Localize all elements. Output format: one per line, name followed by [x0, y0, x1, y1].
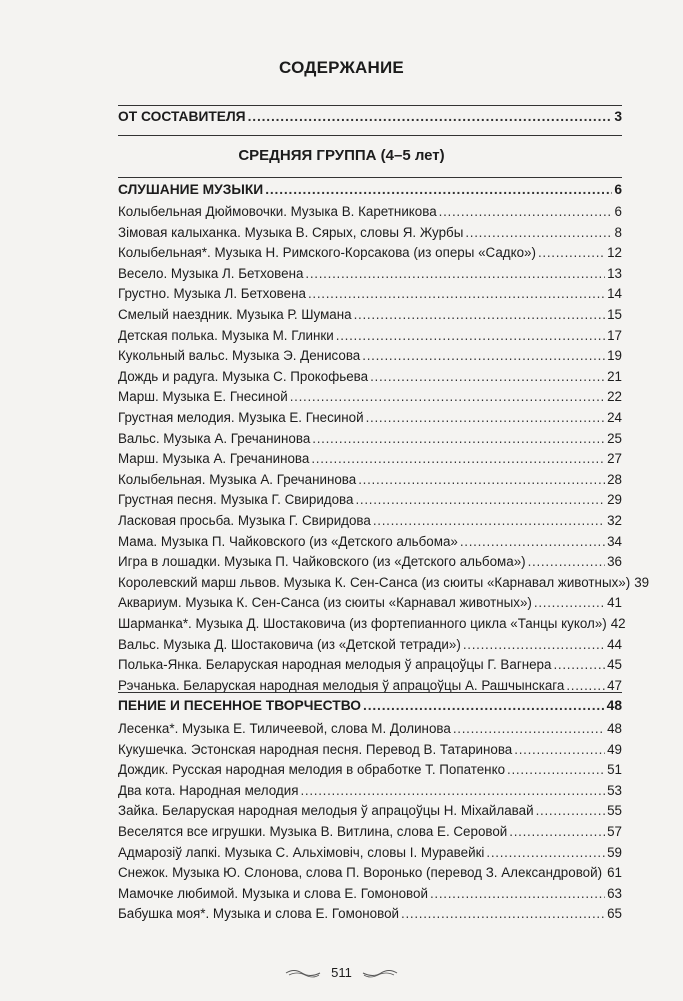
leader-dots — [363, 698, 605, 713]
leader-dots — [362, 348, 605, 363]
toc-entry — [118, 513, 622, 535]
toc-entry-title: Два кота. Народная мелодия — [118, 782, 299, 798]
leader-dots — [460, 534, 605, 549]
toc-entry — [118, 906, 622, 928]
leader-dots — [248, 109, 613, 124]
toc-entry — [118, 245, 622, 267]
toc-entry-page: 36 — [607, 554, 622, 570]
toc-entry-page: 29 — [607, 492, 622, 508]
toc-entry-page: 51 — [607, 762, 622, 778]
divider — [118, 692, 622, 693]
toc-entry — [118, 721, 622, 743]
toc-entry — [118, 886, 622, 908]
toc-entry-title: Зайка. Беларуская народная мелодыя ў апрацоўцы Н. Міхайлавай — [118, 803, 534, 819]
toc-entry-title: Игра в лошадки. Музыка П. Чайковского (из «Детского альбома») — [118, 554, 526, 570]
toc-entry-page: 61 — [607, 865, 622, 881]
toc-entry-page: 14 — [607, 286, 622, 302]
toc-entry — [118, 369, 622, 391]
toc-entry — [118, 472, 622, 494]
toc-entry-title: Королевский марш львов. Музыка К. Сен-Санса (из сюиты «Карнавал животных») — [118, 574, 631, 590]
toc-entry-page: 17 — [607, 327, 622, 343]
toc-entry — [118, 803, 622, 825]
toc-entry-page: 13 — [607, 265, 622, 281]
leader-dots — [373, 513, 605, 528]
page-number: 511 — [331, 965, 352, 980]
toc-entry — [118, 410, 622, 432]
page-title: СОДЕРЖАНИЕ — [279, 58, 404, 77]
toc-entry-title: Бабушка моя*. Музыка и слова Е. Гомоновой — [118, 906, 400, 922]
leader-dots — [514, 742, 605, 757]
leader-dots — [354, 307, 606, 322]
toc-entry — [118, 307, 622, 329]
leader-dots — [308, 286, 605, 301]
toc-entry-title: Грустная мелодия. Музыка Е. Гнесиной — [118, 410, 364, 425]
divider — [118, 177, 622, 178]
toc-entry — [118, 865, 622, 887]
toc-entry-title: Дождик. Русская народная мелодия в обработке Т. Попатенко — [118, 762, 506, 778]
leader-dots — [312, 431, 605, 446]
toc-entry-page: 24 — [607, 410, 622, 425]
leader-dots — [507, 762, 605, 777]
toc-entry-title: Вальс. Музыка Д. Шостаковича (из «Детской тетради») — [118, 636, 461, 652]
toc-entry-title: Марш. Музыка А. Гречанинова — [118, 451, 310, 467]
toc-entry — [118, 286, 622, 308]
divider — [118, 105, 622, 106]
leader-dots — [401, 906, 605, 921]
section-page: 48 — [606, 698, 622, 713]
toc-entry-title: Дождь и радуга. Музыка С. Прокофьева — [118, 368, 369, 384]
toc-entry-page: 32 — [607, 513, 622, 528]
toc-entry-title: Грустная песня. Музыка Г. Свиридова — [118, 492, 354, 508]
toc-entry-page: 47 — [607, 677, 622, 693]
toc-entry-title: Марш. Музыка Е. Гнесиной — [118, 389, 288, 405]
leader-dots — [463, 637, 605, 652]
leader-dots — [336, 328, 605, 343]
toc-entry-title: Кукушечка. Эстонская народная песня. Перевод В. Татаринова — [118, 741, 513, 757]
toc-entry — [118, 492, 622, 514]
toc-entry-title: Грустно. Музыка Л. Бетховена — [118, 286, 306, 302]
toc-entry-title: Снежок. Музыка Ю. Слонова, слова П. Воронько (перевод З. Александровой) — [118, 865, 603, 881]
leader-dots — [439, 204, 613, 219]
toc-entry-page: 19 — [607, 348, 622, 364]
leader-dots — [300, 783, 605, 798]
section-title: ПЕНИЕ И ПЕСЕННОЕ ТВОРЧЕСТВО — [118, 698, 362, 713]
toc-entry-title: Ласковая просьба. Музыка Г. Свиридова — [118, 513, 371, 528]
section-page: 6 — [614, 182, 622, 197]
toc-entry — [118, 678, 622, 700]
toc-entry — [118, 266, 622, 288]
toc-entry — [118, 348, 622, 370]
leader-dots — [509, 824, 605, 839]
toc-entry-page: 25 — [607, 430, 622, 446]
leader-dots — [538, 245, 605, 260]
toc-entry-preface — [118, 109, 622, 131]
toc-entry-page: 42 — [610, 616, 626, 631]
toc-entry-title: ОТ СОСТАВИТЕЛЯ — [118, 109, 246, 124]
leader-dots — [553, 657, 605, 672]
leader-dots — [265, 182, 612, 197]
toc-entry — [118, 431, 622, 453]
leader-dots — [604, 865, 605, 880]
toc-entry — [118, 595, 622, 617]
leader-dots — [358, 472, 605, 487]
toc-entry — [118, 554, 622, 576]
toc-entry-page: 45 — [607, 657, 622, 673]
toc-entry-page: 44 — [607, 636, 622, 652]
toc-entry-page: 49 — [607, 741, 622, 757]
group-title: СРЕДНЯЯ ГРУППА (4–5 лет) — [238, 147, 445, 164]
section-heading — [118, 698, 622, 720]
toc-entry — [118, 574, 650, 597]
toc-entry-page: 15 — [607, 307, 622, 322]
toc-entry-title: Полька-Янка. Беларуская народная мелодыя ў апрацоўцы Г. Вагнера — [118, 657, 552, 673]
toc-entry-page: 39 — [634, 574, 650, 590]
toc-entry-title: Зімовая калыханка. Музыка В. Сярых, словы Я. Журбы — [118, 224, 464, 240]
toc-entry-title: Рэчанька. Беларуская народная мелодыя ў апрацоўцы А. Рашчынскага — [118, 677, 565, 693]
toc-entry — [118, 742, 622, 764]
toc-entry — [118, 845, 622, 867]
toc-entry — [118, 534, 622, 556]
divider — [118, 135, 622, 136]
toc-entry-title: Весело. Музыка Л. Бетховена — [118, 265, 304, 281]
toc-entry-title: Шарманка*. Музыка Д. Шостаковича (из фортепианного цикла «Танцы кукол») — [118, 616, 607, 631]
toc-entry-page: 48 — [607, 721, 622, 736]
toc-entry-page: 6 — [614, 204, 622, 219]
leader-dots — [486, 845, 605, 860]
toc-entry-page: 28 — [607, 471, 622, 487]
toc-entry — [118, 225, 622, 247]
toc-entry-page: 53 — [607, 782, 622, 798]
leader-dots — [566, 678, 605, 693]
toc-entry-title: Вальс. Музыка А. Гречанинова — [118, 430, 311, 446]
toc-entry-title: Лесенка*. Музыка Е. Тиличеевой, слова М. Долинова — [118, 721, 451, 736]
section-title: СЛУШАНИЕ МУЗЫКИ — [118, 182, 264, 197]
toc-entry-page: 27 — [607, 451, 622, 467]
toc-entry — [118, 389, 622, 411]
ornament-left-icon — [285, 968, 321, 978]
leader-dots — [430, 886, 605, 901]
toc-entry-title: Мамочке любимой. Музыка и слова Е. Гомоновой — [118, 885, 428, 901]
toc-entry — [118, 824, 622, 846]
toc-entry-page: 55 — [607, 803, 622, 819]
toc-entry-title: Кукольный вальс. Музыка Э. Денисова — [118, 348, 361, 364]
leader-dots — [305, 266, 605, 281]
toc-entry — [118, 637, 622, 659]
toc-entry-page: 34 — [607, 533, 622, 549]
section-heading — [118, 182, 622, 204]
leader-dots — [370, 369, 605, 384]
toc-entry-title: Колыбельная. Музыка А. Гречанинова — [118, 471, 357, 487]
toc-entry-title: Детская полька. Музыка М. Глинки — [118, 327, 334, 343]
toc-entry — [118, 762, 622, 784]
leader-dots — [465, 225, 612, 240]
toc-entry — [118, 657, 622, 679]
leader-dots — [453, 721, 605, 736]
toc-entry-page: 65 — [607, 906, 622, 922]
toc-entry-page: 3 — [614, 109, 622, 124]
toc-entry-page: 22 — [607, 389, 622, 405]
toc-entry — [118, 451, 622, 473]
toc-entry-page: 8 — [614, 224, 622, 240]
toc-entry-page: 59 — [607, 844, 622, 860]
toc-entry-title: Смелый наездник. Музыка Р. Шумана — [118, 307, 352, 322]
toc-entry — [118, 204, 622, 226]
leader-dots — [311, 451, 605, 466]
leader-dots — [534, 595, 605, 610]
leader-dots — [290, 389, 605, 404]
toc-entry-page: 63 — [607, 885, 622, 901]
toc-entry — [118, 783, 622, 805]
leader-dots — [355, 492, 605, 507]
toc-entry-title: Веселятся все игрушки. Музыка В. Витлина, слова Е. Серовой — [118, 824, 508, 839]
leader-dots — [366, 410, 606, 425]
ornament-right-icon — [362, 968, 398, 978]
toc-entry-title: Аквариум. Музыка К. Сен-Санса (из сюиты «Карнавал животных») — [118, 595, 532, 611]
toc-entry — [118, 616, 626, 638]
toc-entry-title: Мама. Музыка П. Чайковского (из «Детского альбома» — [118, 533, 458, 549]
toc-entry — [118, 328, 622, 350]
toc-entry-title: Колыбельная*. Музыка Н. Римского-Корсакова (из оперы «Садко») — [118, 245, 536, 261]
toc-entry-page: 21 — [607, 368, 622, 384]
page-footer — [0, 965, 683, 980]
toc-entry-page: 41 — [607, 595, 622, 611]
toc-entry-page: 12 — [607, 245, 622, 261]
leader-dots — [536, 803, 606, 818]
toc-entry-title: Колыбельная Дюймовочки. Музыка В. Каретникова — [118, 204, 437, 219]
toc-entry-title: Адмарозіў лапкі. Музыка С. Альхімовіч, словы І. Муравейкі — [118, 844, 485, 860]
leader-dots — [528, 554, 605, 569]
toc-entry-page: 57 — [607, 824, 622, 839]
